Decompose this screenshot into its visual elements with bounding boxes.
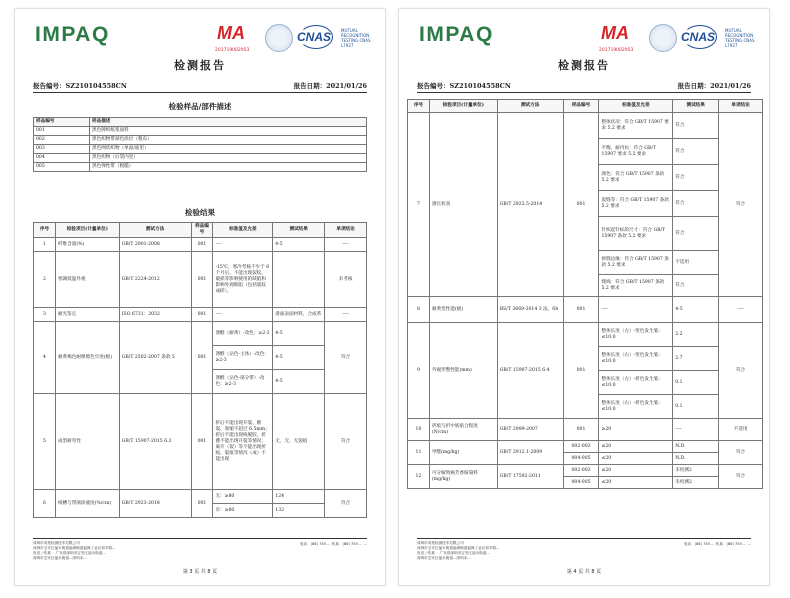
table-row: 颜色：符合 GB/T 15907 条款 5.2 要求 符合	[408, 165, 763, 191]
table-row: 拆缝边缘：符合 GB/T 15907 条款 5.2 要求 不适用	[408, 251, 763, 275]
cma-mark: MA 201719002953	[215, 23, 250, 53]
report-date: 报告日期：2021/01/26	[677, 82, 751, 90]
sample-section-title: 检验样品/部件描述	[168, 102, 232, 111]
report-title: 检测报告	[174, 59, 226, 72]
table-row: 平衡、耐内抗：符合 GB/T 15907 要求 5.2 要求 符合	[408, 139, 763, 165]
table-row: 涤酵（沾色-部分带）-改色：≥2-3 4-5	[34, 370, 367, 394]
table-row: 1 纤维含量(%) GB/T 2901-2008 001 ---- 4-5 ----	[34, 238, 367, 252]
seal-icon	[265, 24, 293, 52]
table-row: 7 感官检查 GB/T 2923.5-2014 001 整体状况：符合 GB/T 15907 要求 5.2 要求 符合 符合	[408, 113, 763, 139]
report-meta	[417, 81, 751, 93]
result-table-left: 序号 检验项目(计量单位) 测试方法 样品编号 标准值及允差 测试结果 单项结论 1 纤维含量(%) GB/T 2901-2008 001 ---- 4-5 ---- 2 寒湖低温外观 GB/T 2224-2012 001 -15℃，寒冷考核不少于 6 个月后，不能出现裂纹、破损等影响使用的缺陷和影响外观缺陷（包括裂纹成碎）。 未考核 3 耐光鉴定 ISO 6731：2032 001 ---- 滑面表面材料，合成革 ---- 4 耐黄褐色耐摩擦色牢度(级) GB/T 2502-2007 条款 5 001 涤酵（耐黄）-改色：≥2-3 4-5 符合 涤酵（沾色-主体）-改色：≥2-3 4-5 涤酵（沾色-部分带）-改色：≥2-3 4-5 5 成型耐弯性 GB/T 15907-2015 6.3 001 折后不能出现开裂、断裂、收缩不超过 6.5mm；折后不能出现线脱胶、折叠不能出现开裂等情况；离开（裂）等不能出现折痕、裂痕等情况（成）不能出现 无，无，无裂痕 符合 6 纸槽与带颜涂液度(%/cm) GB/T 2923-2018 001 无：≥80 124 符合 有：≥80 132	[33, 222, 367, 518]
table-row: 有：≥80 132	[34, 504, 367, 518]
certification-marks	[599, 21, 755, 55]
table-row: 5 成型耐弯性 GB/T 15907-2015 6.3 001 折后不能出现开裂、断裂、收缩不超过 6.5mm；折后不能出现线脱胶、折叠不能出现开裂等情况；离开（裂）等不能出现折痕、裂痕等情况（成）不能出现 无，无，无裂痕 符合	[34, 394, 367, 490]
page-footer: 深圳市英柏检测技术有限公司 深圳市宝安区福永街道福海街道福海工业区和平路... 电话 / 传真 ：广东省深圳市宝安区福永街道... 深圳市宝安区福永街道...深圳市... 电话：(86) 755 ... 传真：(86) 755 ... ...	[33, 538, 367, 561]
impaq-logo: IMPAQ	[35, 23, 110, 46]
table-row: 3 耐光鉴定 ISO 6731：2032 001 ---- 滑面表面材料，合成革 ----	[34, 308, 367, 322]
certification-marks	[215, 21, 371, 55]
table-row: 10 折痕与折中底贴合程度 (N/cm) GB/T 2999-2007 001 ≥20 ---- 不适用	[408, 419, 763, 441]
table-row: 整体长度（左）-折色发生皱：≤10.0 0.1	[408, 371, 763, 395]
sample-header-desc: 样品描述	[90, 118, 367, 127]
table-row: 12 可分解致癌芳香胺染料(mg/kg) GB/T 17592-2011 002-003 ≤20 未检测2 符合	[408, 465, 763, 477]
mra-text: MUTUAL RECOGNITION TESTING CNAS L7927	[725, 28, 755, 48]
table-row: 涤酵（沾色-主体）-改色：≥2-3 4-5	[34, 346, 367, 370]
table-row: 11 甲醛(mg/kg) GB/T 2912.1-2009 002-003 ≤20 N.D. 符合	[408, 441, 763, 453]
result-table-right: 序号 检验项目(计量单位) 测试方法 样品编号 标准值及允差 测试结果 单项结论 7 感官检查 GB/T 2923.5-2014 001 整体状况：符合 GB/T 15907 要求 5.2 要求 符合 符合 平衡、耐内抗：符合 GB/T 15907 要求 5.2 要求 符合 颜色：符合 GB/T 15907 条款 5.2 要求 符合 裂缝等：符合 GB/T 15907 条款 5.2 要求 符合 针织起针标的尺寸：符合 GB/T 15907 条款 5.2 要求 符合 拆缝边缘：符合 GB/T 15907 条款 5.2 要求 不适用 缝线：符合 GB/T 15907 条款 5.2 要求 符合 8 耐黄变性能(级) BS/T 3669-2014 3 法，6h 001 ---- 4-5 ---- 9 外观形整性能(mm) GB/T 15907-2015 6.4 001 整体长度（左）-变色发生皱：≤10.0 2.2 符合 整体长度（右）-变色发生皱：≤10.0 2.7 整体长度（左）-折色发生皱：≤10.0 0.1 整体长度（右）-折色发生皱：≤10.0 0.1 10 折痕与折中底贴合程度 (N/cm) GB/T 2999-2007 001 ≥20 ---- 不适用 11 甲醛(mg/kg) GB/T 2912.1-2009 002-003 ≤20 N.D. 符合 004-005 ≤20 N.D. 12 可分解致癌芳香胺染料(mg/kg) GB/T 17592-2011 002-003 ≤20 未检测2 符合 004-005 ≤20 未检测2	[407, 99, 763, 489]
table-row: 001 黑色牌织纸浆面料	[34, 127, 367, 136]
report-meta	[33, 81, 367, 93]
report-number: 报告编号：SZ210104558CN	[33, 82, 127, 90]
table-row: 004-005 ≤20 N.D.	[408, 453, 763, 465]
report-page-3	[14, 8, 386, 586]
result-section-title: 检验结果	[185, 208, 215, 217]
table-row: 整体长度（右）-折色发生皱：≤10.0 0.1	[408, 395, 763, 419]
impaq-logo: IMPAQ	[419, 23, 494, 46]
table-row: 8 耐黄变性能(级) BS/T 3669-2014 3 法，6h 001 ---- 4-5 ----	[408, 297, 763, 323]
cma-mark: MA 201719002953	[599, 23, 634, 53]
table-row: 6 纸槽与带颜涂液度(%/cm) GB/T 2923-2018 001 无：≥80 124 符合	[34, 490, 367, 504]
table-row: 004 黑色织物（后袋内里）	[34, 154, 367, 163]
table-row: 004-005 ≤20 未检测2	[408, 477, 763, 489]
table-row: 2 寒湖低温外观 GB/T 2224-2012 001 -15℃，寒冷考核不少于 6 个月后，不能出现裂纹、破损等影响使用的缺陷和影响外观缺陷（包括裂纹成碎）。 未考核	[34, 252, 367, 308]
table-row: 缝线：符合 GB/T 15907 条款 5.2 要求 符合	[408, 275, 763, 297]
table-row: 整体长度（右）-变色发生皱：≤10.0 2.7	[408, 347, 763, 371]
page-number: 第 4 页 共 8 页	[566, 569, 602, 575]
seal-icon	[649, 24, 677, 52]
cnas-mark: CNAS	[297, 23, 337, 53]
table-row: 针织起针标的尺寸：符合 GB/T 15907 条款 5.2 要求 符合	[408, 217, 763, 251]
table-row: 9 外观形整性能(mm) GB/T 15907-2015 6.4 001 整体长度（左）-变色发生皱：≤10.0 2.2 符合	[408, 323, 763, 347]
cnas-mark: CNAS	[681, 23, 721, 53]
sample-header-id: 样品编号	[34, 118, 90, 127]
table-row: 005 黑色弹性带（粗糙）	[34, 163, 367, 172]
page-number: 第 3 页 共 8 页	[182, 569, 218, 575]
table-row: 裂缝等：符合 GB/T 15907 条款 5.2 要求 符合	[408, 191, 763, 217]
report-title: 检测报告	[558, 59, 610, 72]
page-footer: 深圳市英柏检测技术有限公司 深圳市宝安区福永街道福海街道福海工业区和平路... 电话 / 传真 ：广东省深圳市宝安区福永街道... 深圳市宝安区福永街道...深圳市... 电话：(86) 755 ... 传真：(86) 755 ... ...	[417, 538, 751, 561]
sample-table	[33, 117, 367, 172]
table-row: 4 耐黄褐色耐摩擦色牢度(级) GB/T 2502-2007 条款 5 001 涤酵（耐黄）-改色：≥2-3 4-5 符合	[34, 322, 367, 346]
report-page-4	[398, 8, 770, 586]
mra-text: MUTUAL RECOGNITION TESTING CNAS L7927	[341, 28, 371, 48]
report-number: 报告编号：SZ210104558CN	[417, 82, 511, 90]
report-date: 报告日期：2021/01/26	[293, 82, 367, 90]
table-row: 003 黑色网状织物（单面/面里）	[34, 145, 367, 154]
table-row: 002 黑色织物带颜色涂层（粗布）	[34, 136, 367, 145]
